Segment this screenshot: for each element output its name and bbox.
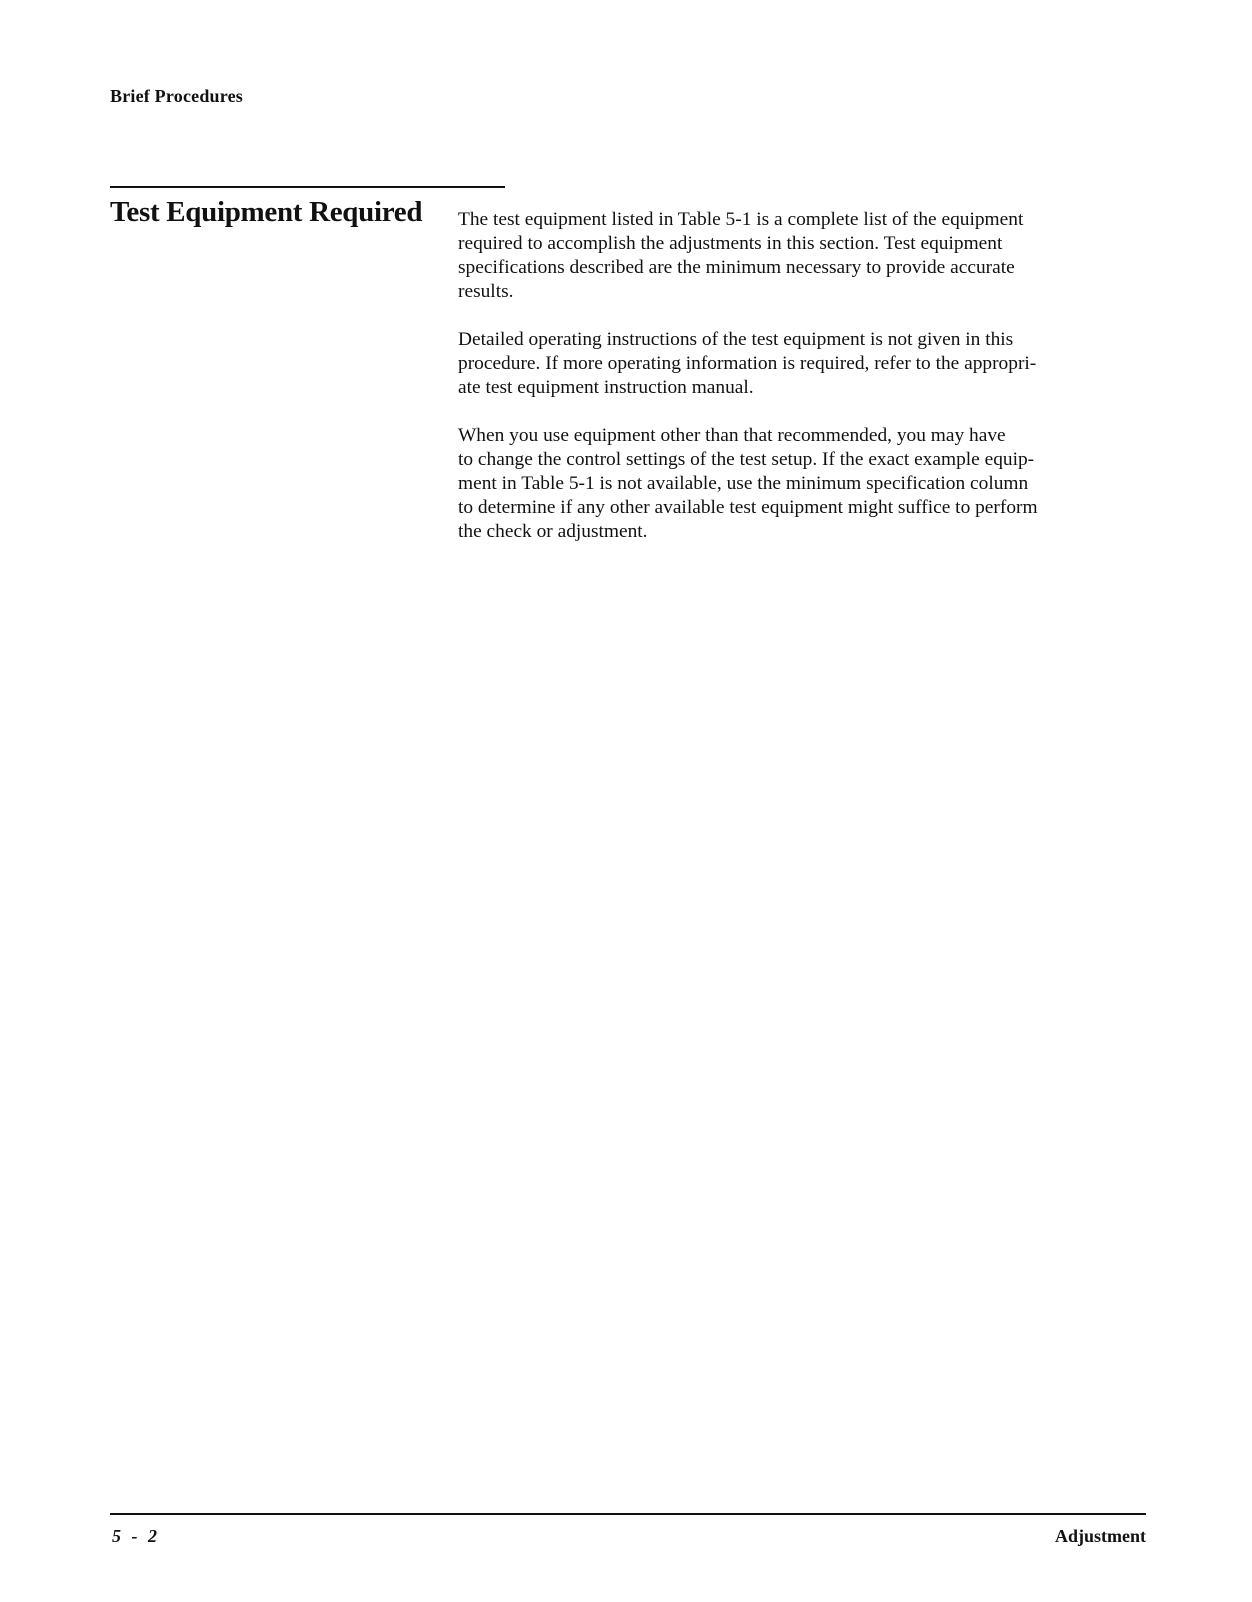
paragraph-line: ate test equipment instruction manual.	[458, 377, 754, 398]
paragraph-line: to change the control settings of the test setup. If the exact example equip-	[458, 449, 1035, 470]
paragraph-line: When you use equipment other than that recommended, you may have	[458, 425, 1006, 446]
paragraph-line: to determine if any other available test equipment might suffice to perform	[458, 497, 1038, 518]
footer-divider	[110, 1513, 1146, 1515]
paragraph-line: results.	[458, 281, 514, 302]
section-body	[458, 208, 1138, 568]
section-divider	[110, 186, 505, 188]
chapter-name: Adjustment	[1054, 1526, 1146, 1546]
paragraph-line: procedure. If more operating information is required, refer to the appropri-	[458, 353, 1037, 374]
paragraph-line: required to accomplish the adjustments in this section. Test equipment	[458, 233, 1003, 254]
paragraph-operating-instructions	[458, 328, 1138, 400]
section-heading: Test Equipment Required	[110, 196, 423, 228]
page-number: 5 - 2	[112, 1526, 160, 1546]
paragraph-line: Detailed operating instructions of the test equipment is not given in this	[458, 329, 1014, 350]
paragraph-line: ment in Table 5-1 is not available, use the minimum specification column	[458, 473, 1029, 494]
paragraph-line: The test equipment listed in Table 5-1 is a complete list of the equipment	[458, 209, 1024, 230]
paragraph-test-equipment-list	[458, 208, 1138, 304]
paragraph-alternative-equipment	[458, 424, 1138, 544]
paragraph-line: specifications described are the minimum necessary to provide accurate	[458, 257, 1015, 278]
running-head: Brief Procedures	[110, 86, 243, 106]
paragraph-line: the check or adjustment.	[458, 521, 648, 542]
